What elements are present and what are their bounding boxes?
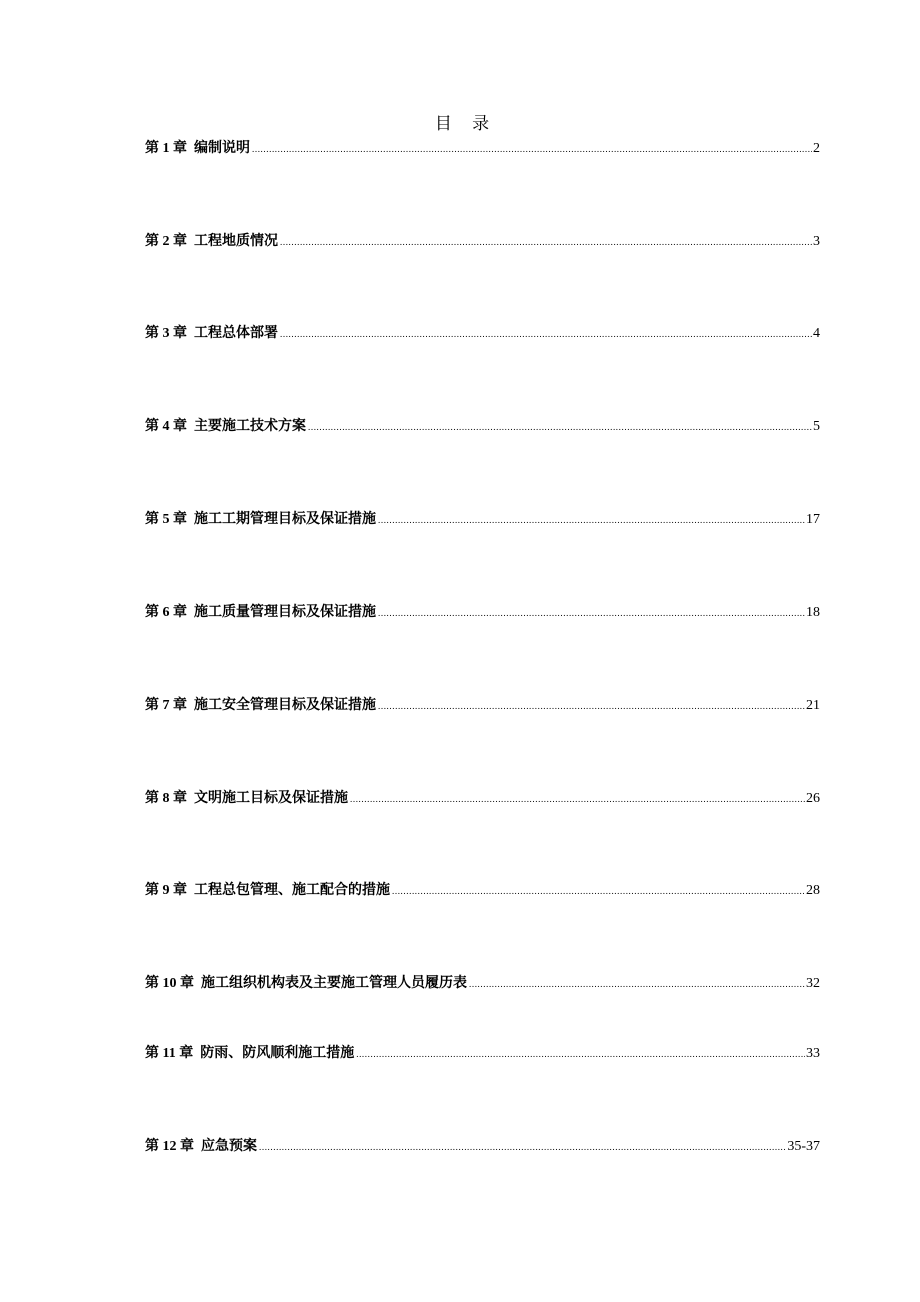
toc-page-number: 21 <box>806 698 820 713</box>
toc-chapter-label: 第 8 章 <box>145 791 187 806</box>
toc-dot-leader <box>392 880 805 902</box>
toc-page-number: 26 <box>806 791 820 806</box>
toc-chapter-label: 第 2 章 <box>145 234 187 249</box>
toc-page-number: 35-37 <box>787 1139 820 1154</box>
toc-entry-11[interactable] <box>145 1043 820 1065</box>
toc-heading: 施工质量管理目标及保证措施 <box>194 605 376 620</box>
toc-heading: 主要施工技术方案 <box>194 419 306 434</box>
toc-title: 目 录 <box>434 114 498 133</box>
toc-dot-leader <box>350 788 805 810</box>
toc-heading: 施工组织机构表及主要施工管理人员履历表 <box>201 976 467 991</box>
toc-entry-4[interactable] <box>145 416 820 438</box>
toc-dot-leader <box>252 138 812 160</box>
toc-chapter-label: 第 9 章 <box>145 883 187 898</box>
toc-heading: 工程总包管理、施工配合的措施 <box>194 883 390 898</box>
toc-entry-6[interactable] <box>145 602 820 624</box>
toc-page-number: 18 <box>806 605 820 620</box>
toc-heading: 应急预案 <box>201 1139 257 1154</box>
toc-dot-leader <box>469 973 805 995</box>
toc-heading: 文明施工目标及保证措施 <box>194 791 348 806</box>
toc-heading: 防雨、防风顺利施工措施 <box>200 1046 355 1061</box>
toc-chapter-label: 第 7 章 <box>145 698 187 713</box>
toc-heading: 编制说明 <box>194 141 250 156</box>
toc-page-number: 3 <box>813 234 820 249</box>
toc-page-number: 33 <box>806 1046 820 1061</box>
toc-dot-leader <box>308 416 812 438</box>
toc-entry-9[interactable] <box>145 880 820 902</box>
toc-heading: 工程总体部署 <box>194 326 278 341</box>
toc-chapter-label: 第 12 章 <box>145 1139 194 1154</box>
toc-chapter-label: 第 5 章 <box>145 512 187 527</box>
toc-entry-2[interactable] <box>145 231 820 253</box>
toc-chapter-label: 第 6 章 <box>145 605 187 620</box>
toc-dot-leader <box>280 323 812 345</box>
toc-dot-leader <box>378 695 805 717</box>
toc-heading: 工程地质情况 <box>194 234 278 249</box>
toc-dot-leader <box>259 1136 786 1158</box>
toc-entry-12[interactable] <box>145 1136 820 1158</box>
toc-chapter-label: 第 10 章 <box>145 976 194 991</box>
toc-entry-7[interactable] <box>145 695 820 717</box>
toc-page-number: 4 <box>813 326 820 341</box>
toc-entry-3[interactable] <box>145 323 820 345</box>
toc-page-number: 2 <box>813 141 820 156</box>
toc-dot-leader <box>378 509 805 531</box>
toc-chapter-label: 第 1 章 <box>145 141 187 156</box>
toc-chapter-label: 第 4 章 <box>145 419 187 434</box>
toc-page-number: 32 <box>806 976 820 991</box>
toc-entry-8[interactable] <box>145 788 820 810</box>
toc-heading: 施工安全管理目标及保证措施 <box>194 698 376 713</box>
toc-dot-leader <box>378 602 805 624</box>
toc-dot-leader <box>280 231 812 253</box>
toc-chapter-label: 第 11 章 <box>145 1046 194 1061</box>
toc-page-number: 5 <box>813 419 820 434</box>
toc-chapter-label: 第 3 章 <box>145 326 187 341</box>
toc-entry-5[interactable] <box>145 509 820 531</box>
toc-heading: 施工工期管理目标及保证措施 <box>194 512 376 527</box>
toc-page-number: 28 <box>806 883 820 898</box>
toc-page-number: 17 <box>806 512 820 527</box>
toc-entry-1[interactable] <box>145 138 820 160</box>
toc-dot-leader <box>356 1043 805 1065</box>
toc-entry-10[interactable] <box>145 973 820 995</box>
